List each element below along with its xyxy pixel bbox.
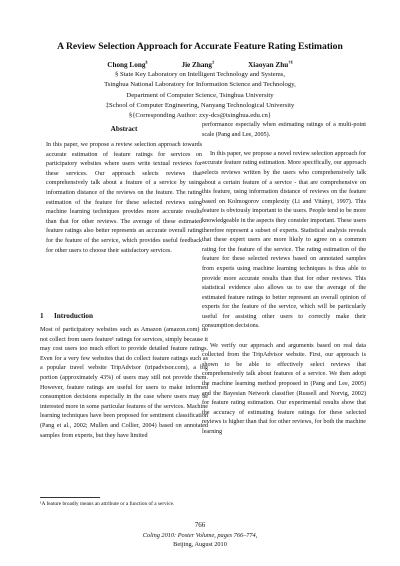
page-number: 766 xyxy=(194,521,206,529)
section-title: Introduction xyxy=(54,312,94,320)
introduction-text: Most of participatory websites such as Amazon (amazon.com) do not collect from users feature¹ ratings for services, simply because it may cost users too much effort to provide detailed feature ratings. Even for a very few websites that do collect feature ratings such as a popular travel website TripAdvisor (tripadvisor.com), a big portion (approximately 43%) of users may still not provide them. However, feature ratings are useful for users to make informed consumption decisions especially in the case where users may be interested more in some particular features of the services. Machine learning techniques have been proposed for sentiment classification (Pang et al., 2002; Mullen and Collier, 2004) based on annotated samples from experts, but they have limited xyxy=(40,327,208,439)
right-column xyxy=(202,121,366,447)
author-list xyxy=(0,60,400,70)
footnote-divider xyxy=(40,497,100,498)
location-line: Beijing, August 2010 xyxy=(173,540,227,548)
abstract-text: In this paper, we propose a review selection approach towards accurate estimation of feature ratings for services on participatory websites where users write textual reviews for these services. Our approach selects reviews that comprehensively talk about a feature of a service by using information distance of the reviews on the feature. The rating estimation of the feature for these selected reviews using machine learning techniques provides more accurate results than that for other reviews. The average of these estimated feature ratings also better represents an accurate overall rating for the feature of the service, which provides useful feedback for other users to choose their satisfactory services. xyxy=(46,142,202,254)
affiliation-line: Department of Computer Science, Tsinghua University xyxy=(126,91,274,99)
paragraph: performance especially when estimating ratings of a multi-point scale (Pang and Lee, 2005). xyxy=(202,122,366,138)
author: Chong Long§ xyxy=(107,59,148,69)
venue-line: Coling 2010: Poster Volume, pages 766–774, xyxy=(142,532,258,540)
abstract-heading: Abstract xyxy=(110,125,138,133)
paper-title: A Review Selection Approach for Accurate Feature Rating Estimation xyxy=(57,41,343,52)
section-heading xyxy=(40,311,208,321)
affiliation-line: § State Key Laboratory on Intelligent Technology and Systems, xyxy=(114,71,286,78)
affiliation-line: Tsinghua National Laboratory for Information Science and Technology, xyxy=(104,81,296,89)
author: Xiaoyan Zhu†§ xyxy=(248,59,293,69)
section-number: 1 xyxy=(40,312,44,320)
paragraph: In this paper, we propose a novel review selection approach for accurate feature rating estimation. More specifically, our approach selects reviews written by the users who comprehensively talk about a certain feature of a service - that are comprehensive on this feature, using information distance of reviews on the feature based on Kolmogorov complexity (Li and Vitányi, 1997). This feature is obviously important to the users. People tend to be more knowledgeable in the aspects they consider important. These users therefore represent a subset of experts. Statistical analysis reveals that these expert users are more likely to agree on a common rating for the feature of the service. The rating estimation of the feature for these selected reviews based on annotated samples from experts using machine learning techniques is thus able to provide more accurate results than that for other reviews. This statistical evidence also allows us to use the average of the estimated feature ratings to better represent an overall opinion of experts for the feature of the service, which will be particularly useful for assisting other users to correctly make their consumption decisions. xyxy=(202,150,366,330)
affiliation-line: ‡School of Computer Engineering, Nanyang Technological University xyxy=(105,101,295,109)
page-footer xyxy=(0,521,400,549)
author: Jie Zhang‡ xyxy=(181,59,215,69)
affiliation-line: §{Corresponding Author: zxy-dcs@tsinghua.edu.cn} xyxy=(128,112,272,120)
paragraph: We verify our approach and arguments based on real data collected from the TripAdvisor website. First, our approach is shown to be able to effectively select reviews that comprehensively talk about features of a service. We then adopt the machine learning method proposed in (Pang and Lee, 2005) and the Bayesian Network classifier (Russell and Norvig, 2002) for feature rating estimation. Our experimental results show that the accuracy of estimating feature ratings for these selected reviews is higher than that for other reviews, for both the machine learning xyxy=(202,342,366,435)
affiliations xyxy=(0,70,400,121)
footnote: ¹A feature broadly means an attribute or a function of a service. xyxy=(40,501,175,507)
